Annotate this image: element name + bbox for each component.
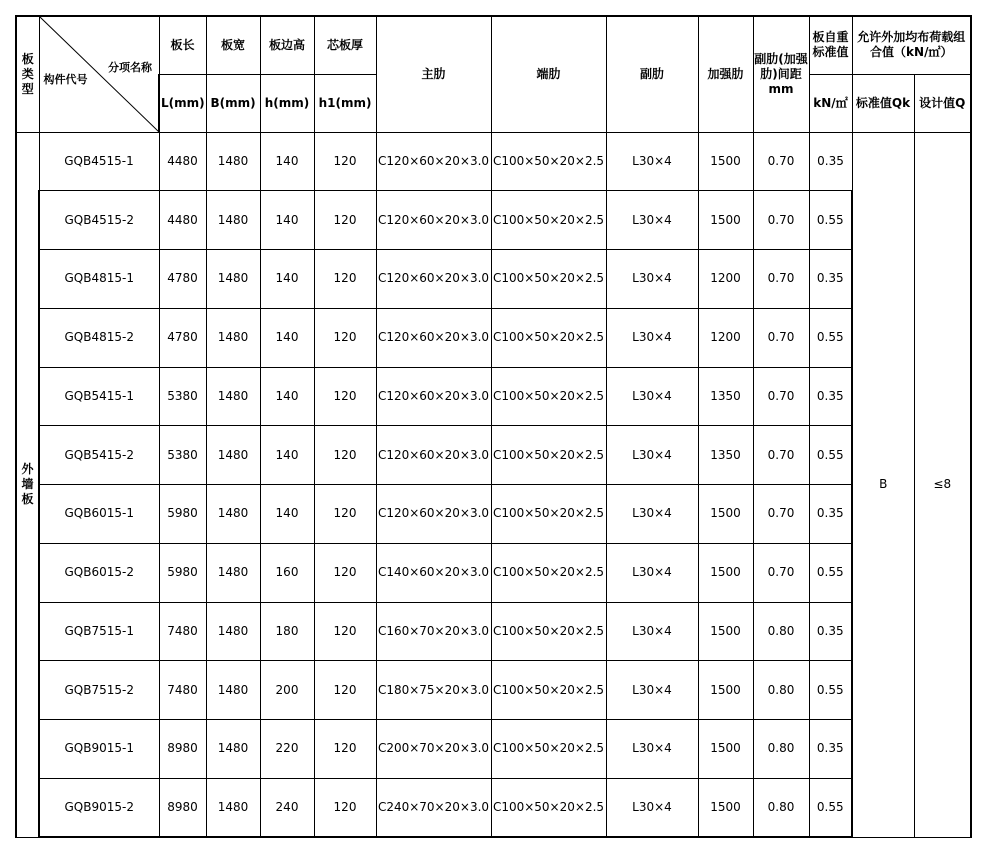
width-cell: 1480 bbox=[206, 661, 260, 720]
panel-type-char: 板 bbox=[21, 492, 34, 506]
secondary-rib-cell: L30×4 bbox=[606, 485, 698, 544]
secondary-rib-cell: L30×4 bbox=[606, 191, 698, 250]
header-secondary-rib: 副肋 bbox=[606, 16, 698, 132]
rib-spacing-cell: 0.70 bbox=[753, 367, 809, 426]
edge-height-cell: 200 bbox=[260, 661, 314, 720]
load-design-value: ≤8 bbox=[914, 132, 971, 837]
length-cell: 5980 bbox=[159, 485, 206, 544]
header-end-rib: 端肋 bbox=[491, 16, 606, 132]
rib-spacing-cell: 0.70 bbox=[753, 426, 809, 485]
secondary-rib-cell: L30×4 bbox=[606, 250, 698, 309]
self-weight-cell: 0.55 bbox=[809, 191, 852, 250]
rib-spacing-cell: 0.70 bbox=[753, 250, 809, 309]
header-length-title: 板长 bbox=[159, 16, 206, 74]
header-rib-spacing: 副肋(加强肋)间距mm bbox=[753, 16, 809, 132]
width-cell: 1480 bbox=[206, 720, 260, 779]
main-rib-cell: C120×60×20×3.0 bbox=[376, 367, 491, 426]
header-self-weight-title: 板自重标准值 bbox=[809, 16, 852, 74]
table-row bbox=[16, 250, 971, 309]
component-code-cell: GQB6015-2 bbox=[39, 543, 159, 602]
stiffener-cell: 1500 bbox=[698, 778, 753, 837]
header-edge-height-unit: h(mm) bbox=[260, 74, 314, 132]
length-cell: 7480 bbox=[159, 602, 206, 661]
header-stiffener: 加强肋 bbox=[698, 16, 753, 132]
main-rib-cell: C240×70×20×3.0 bbox=[376, 778, 491, 837]
table-row bbox=[16, 308, 971, 367]
self-weight-cell: 0.35 bbox=[809, 132, 852, 191]
table-row bbox=[16, 132, 971, 191]
end-rib-cell: C100×50×20×2.5 bbox=[491, 778, 606, 837]
header-main-rib: 主肋 bbox=[376, 16, 491, 132]
table-row bbox=[16, 602, 971, 661]
table-row bbox=[16, 661, 971, 720]
width-cell: 1480 bbox=[206, 308, 260, 367]
component-code-cell: GQB7515-1 bbox=[39, 602, 159, 661]
core-thickness-cell: 120 bbox=[314, 426, 376, 485]
end-rib-cell: C100×50×20×2.5 bbox=[491, 602, 606, 661]
main-rib-cell: C120×60×20×3.0 bbox=[376, 191, 491, 250]
stiffener-cell: 1200 bbox=[698, 250, 753, 309]
secondary-rib-cell: L30×4 bbox=[606, 661, 698, 720]
component-code-cell: GQB4815-2 bbox=[39, 308, 159, 367]
width-cell: 1480 bbox=[206, 191, 260, 250]
rib-spacing-cell: 0.80 bbox=[753, 602, 809, 661]
main-rib-cell: C120×60×20×3.0 bbox=[376, 250, 491, 309]
rib-spacing-cell: 0.70 bbox=[753, 191, 809, 250]
self-weight-cell: 0.55 bbox=[809, 308, 852, 367]
end-rib-cell: C100×50×20×2.5 bbox=[491, 308, 606, 367]
stiffener-cell: 1500 bbox=[698, 661, 753, 720]
header-load-design: 设计值Q bbox=[914, 74, 971, 132]
length-cell: 5380 bbox=[159, 367, 206, 426]
length-cell: 4480 bbox=[159, 191, 206, 250]
stiffener-cell: 1500 bbox=[698, 543, 753, 602]
length-cell: 4780 bbox=[159, 250, 206, 309]
header-load-title: 允许外加均布荷载组合值（kN/㎡） bbox=[852, 16, 971, 74]
width-cell: 1480 bbox=[206, 426, 260, 485]
secondary-rib-cell: L30×4 bbox=[606, 720, 698, 779]
length-cell: 4480 bbox=[159, 132, 206, 191]
header-width-unit: B(mm) bbox=[206, 74, 260, 132]
self-weight-cell: 0.35 bbox=[809, 720, 852, 779]
width-cell: 1480 bbox=[206, 250, 260, 309]
stiffener-cell: 1500 bbox=[698, 485, 753, 544]
main-rib-cell: C140×60×20×3.0 bbox=[376, 543, 491, 602]
rib-spacing-cell: 0.70 bbox=[753, 308, 809, 367]
width-cell: 1480 bbox=[206, 367, 260, 426]
length-cell: 7480 bbox=[159, 661, 206, 720]
main-rib-cell: C200×70×20×3.0 bbox=[376, 720, 491, 779]
end-rib-cell: C100×50×20×2.5 bbox=[491, 543, 606, 602]
edge-height-cell: 180 bbox=[260, 602, 314, 661]
core-thickness-cell: 120 bbox=[314, 308, 376, 367]
self-weight-cell: 0.55 bbox=[809, 426, 852, 485]
main-rib-cell: C120×60×20×3.0 bbox=[376, 426, 491, 485]
secondary-rib-cell: L30×4 bbox=[606, 308, 698, 367]
end-rib-cell: C100×50×20×2.5 bbox=[491, 720, 606, 779]
stiffener-cell: 1200 bbox=[698, 308, 753, 367]
width-cell: 1480 bbox=[206, 602, 260, 661]
component-code-cell: GQB7515-2 bbox=[39, 661, 159, 720]
width-cell: 1480 bbox=[206, 132, 260, 191]
length-cell: 8980 bbox=[159, 720, 206, 779]
secondary-rib-cell: L30×4 bbox=[606, 367, 698, 426]
edge-height-cell: 140 bbox=[260, 132, 314, 191]
header-diagonal-cell bbox=[39, 16, 159, 132]
header-length-unit: L(mm) bbox=[159, 74, 206, 132]
self-weight-cell: 0.35 bbox=[809, 485, 852, 544]
stiffener-cell: 1350 bbox=[698, 367, 753, 426]
secondary-rib-cell: L30×4 bbox=[606, 543, 698, 602]
length-cell: 5380 bbox=[159, 426, 206, 485]
edge-height-cell: 140 bbox=[260, 308, 314, 367]
core-thickness-cell: 120 bbox=[314, 720, 376, 779]
rib-spacing-cell: 0.70 bbox=[753, 543, 809, 602]
core-thickness-cell: 120 bbox=[314, 602, 376, 661]
edge-height-cell: 140 bbox=[260, 426, 314, 485]
component-code-cell: GQB4515-1 bbox=[39, 132, 159, 191]
table-body bbox=[16, 132, 971, 837]
width-cell: 1480 bbox=[206, 485, 260, 544]
header-core-thickness-title: 芯板厚 bbox=[314, 16, 376, 74]
component-code-cell: GQB9015-1 bbox=[39, 720, 159, 779]
end-rib-cell: C100×50×20×2.5 bbox=[491, 132, 606, 191]
table-row bbox=[16, 778, 971, 837]
table-row bbox=[16, 191, 971, 250]
self-weight-cell: 0.35 bbox=[809, 367, 852, 426]
secondary-rib-cell: L30×4 bbox=[606, 778, 698, 837]
end-rib-cell: C100×50×20×2.5 bbox=[491, 250, 606, 309]
edge-height-cell: 140 bbox=[260, 250, 314, 309]
edge-height-cell: 220 bbox=[260, 720, 314, 779]
panel-type-char: 外 bbox=[21, 462, 34, 476]
stiffener-cell: 1500 bbox=[698, 602, 753, 661]
end-rib-cell: C100×50×20×2.5 bbox=[491, 661, 606, 720]
stiffener-cell: 1350 bbox=[698, 426, 753, 485]
edge-height-cell: 160 bbox=[260, 543, 314, 602]
edge-height-cell: 140 bbox=[260, 191, 314, 250]
rib-spacing-cell: 0.80 bbox=[753, 720, 809, 779]
core-thickness-cell: 120 bbox=[314, 485, 376, 544]
header-item-name: 分项名称 bbox=[108, 61, 152, 74]
self-weight-cell: 0.55 bbox=[809, 543, 852, 602]
component-code-cell: GQB9015-2 bbox=[39, 778, 159, 837]
end-rib-cell: C100×50×20×2.5 bbox=[491, 485, 606, 544]
core-thickness-cell: 120 bbox=[314, 191, 376, 250]
end-rib-cell: C100×50×20×2.5 bbox=[491, 191, 606, 250]
main-rib-cell: C180×75×20×3.0 bbox=[376, 661, 491, 720]
component-code-cell: GQB4515-2 bbox=[39, 191, 159, 250]
header-panel-type: 板 类 型 bbox=[16, 16, 39, 132]
core-thickness-cell: 120 bbox=[314, 367, 376, 426]
component-code-cell: GQB4815-1 bbox=[39, 250, 159, 309]
header-edge-height-title: 板边高 bbox=[260, 16, 314, 74]
component-code-cell: GQB5415-1 bbox=[39, 367, 159, 426]
table-row bbox=[16, 367, 971, 426]
self-weight-cell: 0.55 bbox=[809, 661, 852, 720]
core-thickness-cell: 120 bbox=[314, 543, 376, 602]
self-weight-cell: 0.55 bbox=[809, 778, 852, 837]
header-core-thickness-unit: h1(mm) bbox=[314, 74, 376, 132]
end-rib-cell: C100×50×20×2.5 bbox=[491, 426, 606, 485]
rib-spacing-cell: 0.70 bbox=[753, 485, 809, 544]
width-cell: 1480 bbox=[206, 543, 260, 602]
main-rib-cell: C120×60×20×3.0 bbox=[376, 132, 491, 191]
edge-height-cell: 240 bbox=[260, 778, 314, 837]
load-standard-value: B bbox=[852, 132, 914, 837]
panel-spec-table bbox=[15, 15, 972, 838]
table-row bbox=[16, 720, 971, 779]
table-row bbox=[16, 426, 971, 485]
component-code-cell: GQB6015-1 bbox=[39, 485, 159, 544]
main-rib-cell: C120×60×20×3.0 bbox=[376, 308, 491, 367]
stiffener-cell: 1500 bbox=[698, 720, 753, 779]
panel-type-cell bbox=[16, 132, 39, 837]
secondary-rib-cell: L30×4 bbox=[606, 132, 698, 191]
length-cell: 8980 bbox=[159, 778, 206, 837]
self-weight-cell: 0.35 bbox=[809, 602, 852, 661]
end-rib-cell: C100×50×20×2.5 bbox=[491, 367, 606, 426]
rib-spacing-cell: 0.80 bbox=[753, 778, 809, 837]
core-thickness-cell: 120 bbox=[314, 132, 376, 191]
width-cell: 1480 bbox=[206, 778, 260, 837]
main-rib-cell: C160×70×20×3.0 bbox=[376, 602, 491, 661]
length-cell: 5980 bbox=[159, 543, 206, 602]
header-self-weight-unit: kN/㎡ bbox=[809, 74, 852, 132]
secondary-rib-cell: L30×4 bbox=[606, 426, 698, 485]
edge-height-cell: 140 bbox=[260, 485, 314, 544]
rib-spacing-cell: 0.80 bbox=[753, 661, 809, 720]
stiffener-cell: 1500 bbox=[698, 191, 753, 250]
panel-type-char: 墙 bbox=[21, 477, 34, 491]
table-row bbox=[16, 485, 971, 544]
main-rib-cell: C120×60×20×3.0 bbox=[376, 485, 491, 544]
core-thickness-cell: 120 bbox=[314, 661, 376, 720]
stiffener-cell: 1500 bbox=[698, 132, 753, 191]
header-load-standard: 标准值Qk bbox=[852, 74, 914, 132]
core-thickness-cell: 120 bbox=[314, 250, 376, 309]
header-component-code: 构件代号 bbox=[43, 73, 88, 86]
length-cell: 4780 bbox=[159, 308, 206, 367]
rib-spacing-cell: 0.70 bbox=[753, 132, 809, 191]
core-thickness-cell: 120 bbox=[314, 778, 376, 837]
secondary-rib-cell: L30×4 bbox=[606, 602, 698, 661]
table-row bbox=[16, 543, 971, 602]
self-weight-cell: 0.35 bbox=[809, 250, 852, 309]
header-width-title: 板宽 bbox=[206, 16, 260, 74]
edge-height-cell: 140 bbox=[260, 367, 314, 426]
component-code-cell: GQB5415-2 bbox=[39, 426, 159, 485]
